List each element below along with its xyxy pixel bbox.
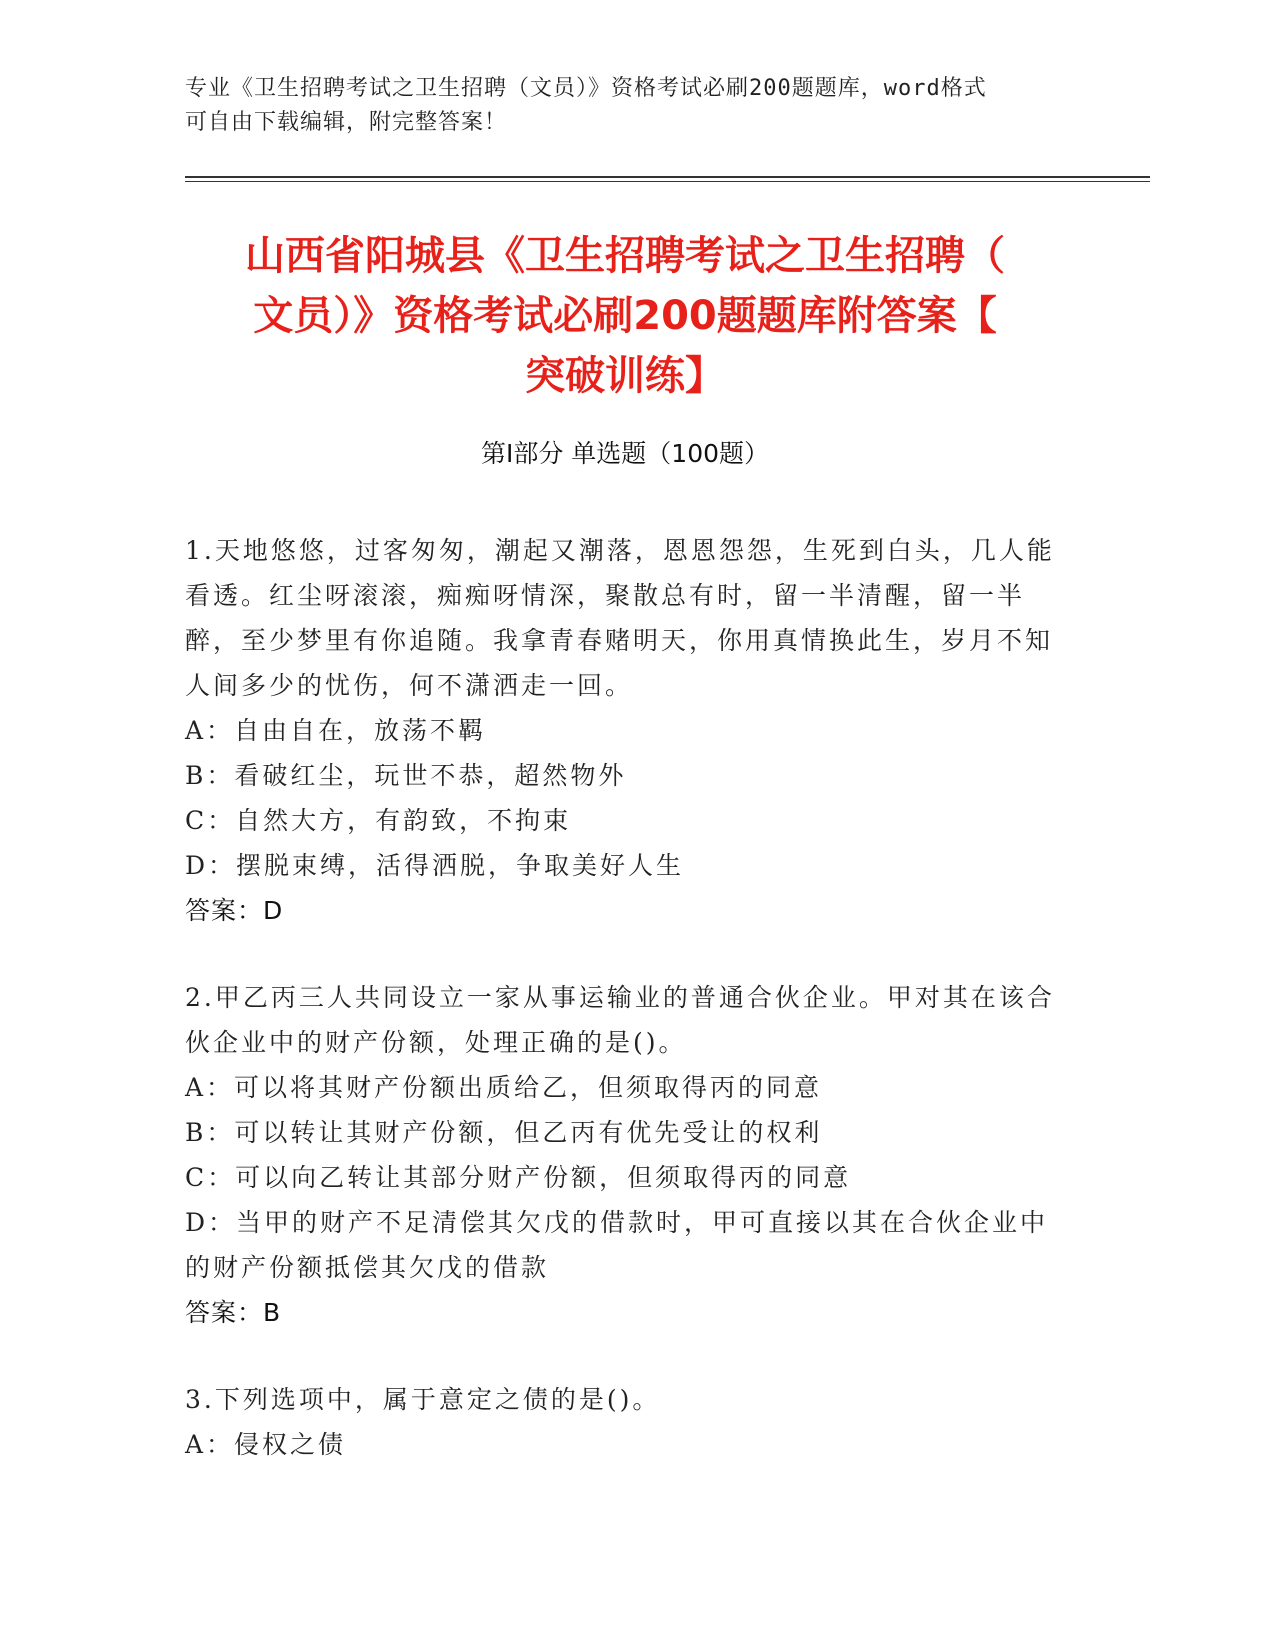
question-stem: 3.下列选项中，属于意定之债的是()。 (185, 1385, 661, 1414)
option-c: C：可以向乙转让其部分财产份额，但须取得丙的同意 (185, 1163, 852, 1192)
option-d: D：当甲的财产不足清偿其欠戊的借款时，甲可直接以其在合伙企业中的财产份额抵偿其欠戊的借款 (185, 1208, 1049, 1282)
section-heading: 第Ⅰ部分 单选题（100题） (480, 439, 770, 468)
option-a: A：侵权之债 (185, 1430, 347, 1459)
answer-line: 答案：B (185, 1298, 282, 1327)
question-3 (185, 1377, 1065, 1467)
document-header (185, 72, 1065, 140)
document-title (185, 226, 1065, 406)
header-line-2: 可自由下载编辑，附完整答案！ (185, 110, 508, 135)
question-stem: 2.甲乙丙三人共同设立一家从事运输业的普通合伙企业。甲对其在该合伙企业中的财产份额，处理正确的是()。 (185, 983, 1055, 1057)
header-divider-thin (185, 181, 1150, 182)
question-2 (185, 975, 1065, 1335)
answer-line: 答案：D (185, 896, 284, 925)
question-list (185, 528, 1065, 1467)
question-stem: 1.天地悠悠，过客匆匆，潮起又潮落，恩恩怨怨，生死到白头，几人能看透。红尘呀滚滚，痴痴呀情深，聚散总有时，留一半清醒，留一半醉，至少梦里有你追随。我拿青春赌明天，你用真情换此生，岁月不知人间多少的忧伤，何不潇洒走一回。 (185, 536, 1055, 700)
option-c: C：自然大方，有韵致，不拘束 (185, 806, 572, 835)
title-line-2: 文员）》资格考试必刷200题题库附答案【 (253, 293, 997, 339)
header-line-1: 专业《卫生招聘考试之卫生招聘（文员）》资格考试必刷200题题库，word格式 (185, 76, 987, 101)
header-divider-thick (185, 176, 1150, 178)
title-line-1: 山西省阳城县《卫生招聘考试之卫生招聘（ (245, 233, 1005, 279)
option-b: B：可以转让其财产份额，但乙丙有优先受让的权利 (185, 1118, 823, 1147)
question-1 (185, 528, 1065, 933)
title-line-3: 突破训练】 (525, 353, 725, 399)
option-d: D：摆脱束缚，活得洒脱，争取美好人生 (185, 851, 685, 880)
option-a: A：可以将其财产份额出质给乙，但须取得丙的同意 (185, 1073, 823, 1102)
option-a: A：自由自在，放荡不羁 (185, 716, 487, 745)
option-b: B：看破红尘，玩世不恭，超然物外 (185, 761, 627, 790)
